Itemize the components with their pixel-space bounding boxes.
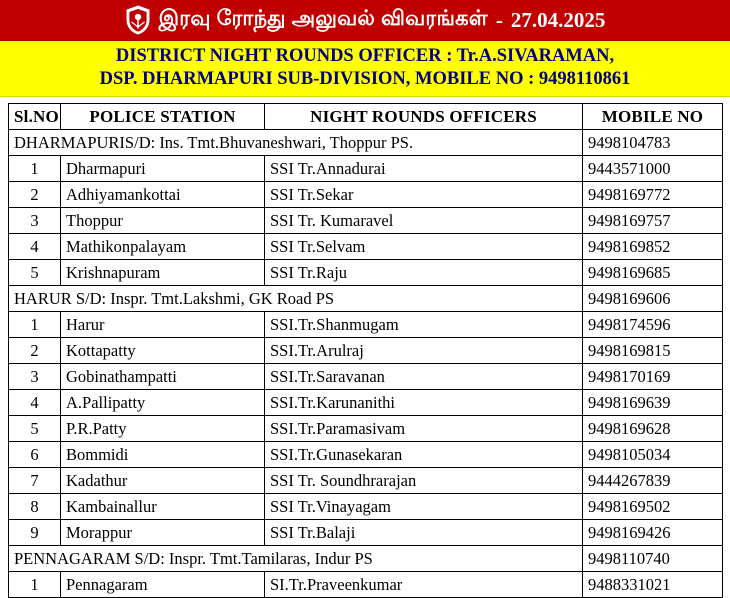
- cell-station: Morappur: [61, 520, 265, 546]
- cell-station: P.R.Patty: [61, 416, 265, 442]
- table-row: [9, 260, 723, 286]
- cell-slno: 9: [9, 520, 61, 546]
- table-row: [9, 494, 723, 520]
- cell-slno: 2: [9, 182, 61, 208]
- cell-officer: SSI Tr.Sekar: [265, 182, 583, 208]
- cell-officer: SSI Tr. Kumaravel: [265, 208, 583, 234]
- table-row: [9, 416, 723, 442]
- district-officer-header: [0, 41, 730, 97]
- section-mobile: 9498104783: [583, 130, 723, 156]
- table-header-row: [9, 104, 723, 130]
- table-row: [9, 390, 723, 416]
- cell-station: A.Pallipatty: [61, 390, 265, 416]
- cell-station: Krishnapuram: [61, 260, 265, 286]
- cell-station: Bommidi: [61, 442, 265, 468]
- cell-officer: SSI Tr.Raju: [265, 260, 583, 286]
- column-header-officers: NIGHT ROUNDS OFFICERS: [265, 104, 583, 130]
- section-label: PENNAGARAM S/D: Inspr. Tmt.Tamilaras, Indur PS: [9, 546, 583, 572]
- rounds-table-container: [0, 97, 730, 598]
- cell-slno: 1: [9, 572, 61, 598]
- table-row: [9, 468, 723, 494]
- district-officer-line2: DSP. DHARMAPURI SUB-DIVISION, MOBILE NO : 9498110861: [99, 68, 631, 89]
- cell-officer: SSI.Tr.Karunanithi: [265, 390, 583, 416]
- cell-station: Kambainallur: [61, 494, 265, 520]
- cell-station: Kottapatty: [61, 338, 265, 364]
- cell-slno: 4: [9, 390, 61, 416]
- cell-slno: 2: [9, 338, 61, 364]
- cell-mobile: 9498169815: [583, 338, 723, 364]
- cell-officer: SSI.Tr.Paramasivam: [265, 416, 583, 442]
- cell-station: Adhiyamankottai: [61, 182, 265, 208]
- section-mobile: 9498169606: [583, 286, 723, 312]
- section-mobile: 9498110740: [583, 546, 723, 572]
- cell-officer: SSI Tr. Soundhrarajan: [265, 468, 583, 494]
- cell-officer: SSI.Tr.Gunasekaran: [265, 442, 583, 468]
- district-officer-line1: DISTRICT NIGHT ROUNDS OFFICER : Tr.A.SIVARAMAN,: [115, 46, 615, 66]
- table-section-row: [9, 130, 723, 156]
- column-header-mobile: MOBILE NO: [583, 104, 723, 130]
- cell-mobile: 9498169685: [583, 260, 723, 286]
- banner-separator: -: [495, 7, 503, 32]
- cell-station: Kadathur: [61, 468, 265, 494]
- cell-mobile: 9498174596: [583, 312, 723, 338]
- banner-title-tamil: இரவு ரோந்து அலுவல் விவரங்கள்: [158, 7, 488, 30]
- cell-mobile: 9498169502: [583, 494, 723, 520]
- table-row: [9, 572, 723, 598]
- table-row: [9, 234, 723, 260]
- cell-station: Mathikonpalayam: [61, 234, 265, 260]
- table-body: [9, 130, 723, 598]
- cell-officer: SSI.Tr.Saravanan: [265, 364, 583, 390]
- cell-mobile: 9498169852: [583, 234, 723, 260]
- column-header-slno: Sl.NO: [9, 104, 61, 130]
- cell-slno: 1: [9, 156, 61, 182]
- table-row: [9, 364, 723, 390]
- cell-station: Pennagaram: [61, 572, 265, 598]
- cell-mobile: 9444267839: [583, 468, 723, 494]
- table-row: [9, 520, 723, 546]
- cell-officer: SSI Tr.Annadurai: [265, 156, 583, 182]
- cell-mobile: 9488331021: [583, 572, 723, 598]
- cell-slno: 5: [9, 260, 61, 286]
- section-label: HARUR S/D: Inspr. Tmt.Lakshmi, GK Road PS: [9, 286, 583, 312]
- cell-slno: 4: [9, 234, 61, 260]
- section-label: DHARMAPURIS/D: Ins. Tmt.Bhuvaneshwari, Thoppur PS.: [9, 130, 583, 156]
- table-row: [9, 312, 723, 338]
- cell-mobile: 9443571000: [583, 156, 723, 182]
- cell-mobile: 9498169426: [583, 520, 723, 546]
- document-banner: [0, 0, 730, 41]
- table-row: [9, 442, 723, 468]
- cell-slno: 8: [9, 494, 61, 520]
- cell-station: Gobinathampatti: [61, 364, 265, 390]
- night-rounds-table: [8, 103, 723, 598]
- table-row: [9, 182, 723, 208]
- cell-station: Harur: [61, 312, 265, 338]
- cell-officer: SSI Tr.Vinayagam: [265, 494, 583, 520]
- cell-mobile: 9498170169: [583, 364, 723, 390]
- cell-slno: 3: [9, 364, 61, 390]
- cell-slno: 6: [9, 442, 61, 468]
- table-row: [9, 338, 723, 364]
- cell-mobile: 9498105034: [583, 442, 723, 468]
- table-row: [9, 156, 723, 182]
- cell-station: Dharmapuri: [61, 156, 265, 182]
- cell-officer: SSI.Tr.Shanmugam: [265, 312, 583, 338]
- cell-mobile: 9498169639: [583, 390, 723, 416]
- banner-content: [119, 5, 612, 35]
- tamilnadu-police-emblem-icon: [125, 5, 151, 35]
- cell-officer: SSI Tr.Selvam: [265, 234, 583, 260]
- table-header: [9, 104, 723, 130]
- table-section-row: [9, 546, 723, 572]
- cell-mobile: 9498169628: [583, 416, 723, 442]
- cell-slno: 5: [9, 416, 61, 442]
- cell-officer: SSI.Tr.Arulraj: [265, 338, 583, 364]
- cell-station: Thoppur: [61, 208, 265, 234]
- cell-mobile: 9498169772: [583, 182, 723, 208]
- cell-slno: 1: [9, 312, 61, 338]
- cell-officer: SI.Tr.Praveenkumar: [265, 572, 583, 598]
- cell-slno: 3: [9, 208, 61, 234]
- table-section-row: [9, 286, 723, 312]
- table-row: [9, 208, 723, 234]
- banner-date: 27.04.2025: [510, 7, 606, 32]
- column-header-police-station: POLICE STATION: [61, 104, 265, 130]
- cell-mobile: 9498169757: [583, 208, 723, 234]
- cell-slno: 7: [9, 468, 61, 494]
- cell-officer: SSI Tr.Balaji: [265, 520, 583, 546]
